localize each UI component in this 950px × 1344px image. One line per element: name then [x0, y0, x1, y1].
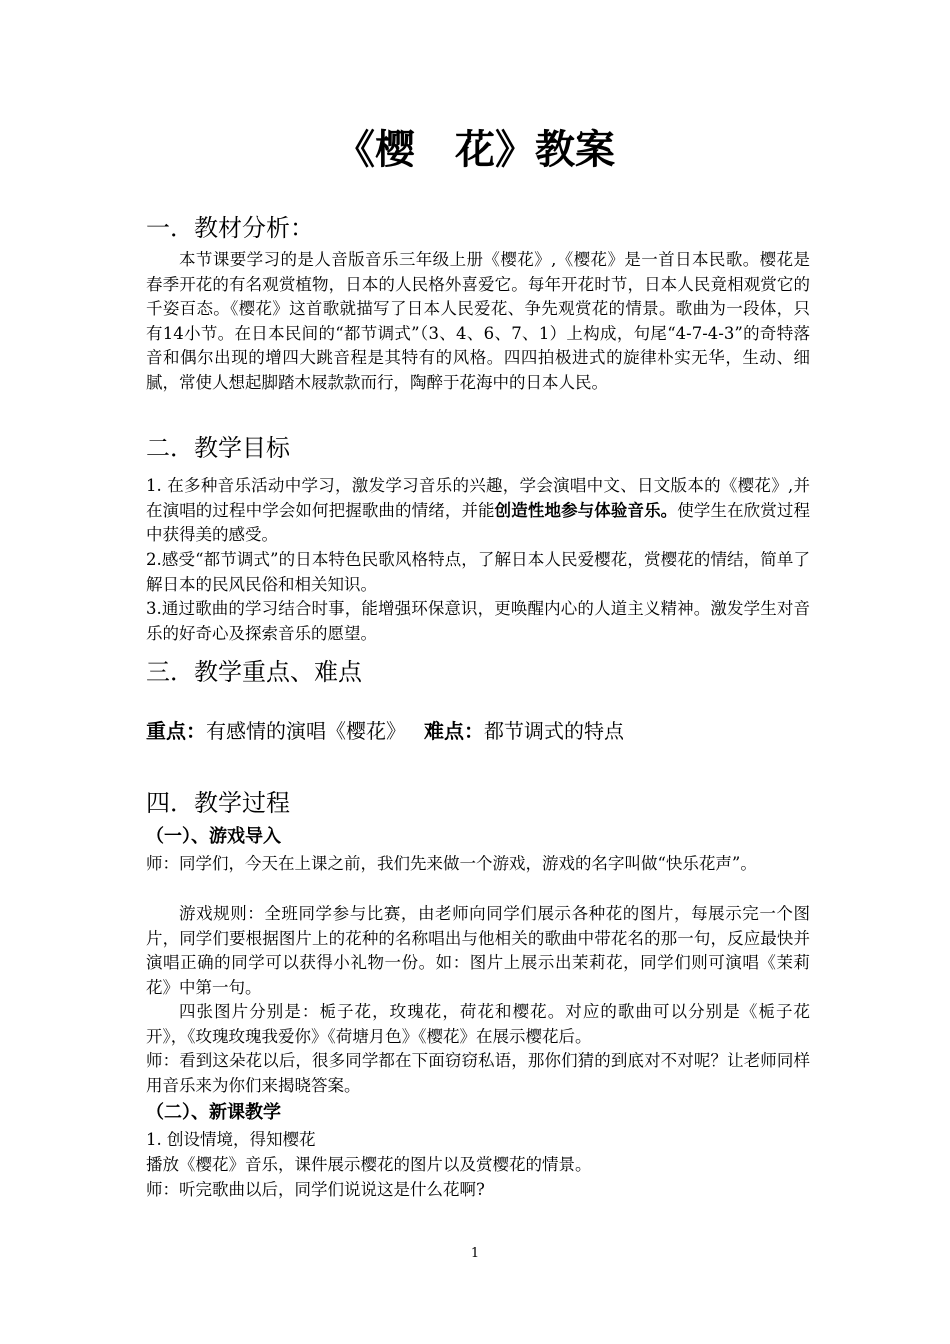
- section-heading-process: 四．教学过程: [146, 789, 290, 817]
- process-paragraph-5: 1. 创设情境，得知樱花: [146, 1130, 316, 1149]
- goal-1-emphasis: 创造性地参与体验音乐。: [494, 500, 678, 520]
- goal-item-1: [146, 474, 810, 548]
- process-paragraph-1: 师：同学们，今天在上课之前，我们先来做一个游戏，游戏的名字叫做“快乐花声”。: [146, 854, 757, 873]
- section-heading-analysis: 一．教材分析：: [146, 214, 314, 242]
- section-heading-goals: 二．教学目标: [146, 434, 290, 462]
- process-paragraph-6: 播放《樱花》音乐，课件展示樱花的图片以及赏樱花的情景。: [146, 1155, 592, 1174]
- section-heading-keypoints: 三．教学重点、难点: [146, 658, 362, 686]
- process-paragraph-3: 四张图片分别是：栀子花，玫瑰花，荷花和樱花。对应的歌曲可以分别是《栀子花开》，《玫瑰玫瑰我爱你》《荷塘月色》《樱花》在展示樱花后。: [146, 1002, 810, 1046]
- page-number: 1: [470, 1246, 480, 1261]
- difficulty-label: 难点：: [424, 719, 484, 743]
- subheading-new-lesson: （二）、新课教学: [146, 1102, 281, 1123]
- page-title: 《樱 花》教案: [335, 127, 615, 173]
- process-paragraph-7: 师：听完歌曲以后，同学们说说这是什么花啊?: [146, 1180, 485, 1199]
- key-text: 有感情的演唱《樱花》: [206, 719, 406, 743]
- goal-1-text-b: 使学生在欣赏过程中获得美的感受。: [146, 500, 811, 544]
- process-paragraph-2: 游戏规则：全班同学参与比赛，由老师向同学们展示各种花的图片，每展示完一个图片，同学们要根据图片上的花种的名称唱出与他相关的歌曲中带花名的那一句，反应最快并演唱正确的同学可以获得小礼物一份。如：图片上展示出茉莉花，同学们则可演唱《茉莉花》中第一句。: [146, 904, 810, 997]
- goal-item-3: 3.通过歌曲的学习结合时事，能增强环保意识，更唤醒内心的人道主义精神。激发学生对音乐的好奇心及探索音乐的愿望。: [146, 599, 810, 643]
- key-label: 重点：: [146, 719, 206, 743]
- goal-item-2: 2.感受“都节调式”的日本特色民歌风格特点，了解日本人民爱樱花，赏樱花的情结，简单了解日本的民风民俗和相关知识。: [146, 550, 810, 594]
- goal-1-text-a: 1. 在多种音乐活动中学习，激发学习音乐的兴趣，学会演唱中文、日文版本的《樱花》,并在演唱的过程中学会如何把握歌曲的情绪，并能: [146, 476, 810, 520]
- process-paragraph-4: 师：看到这朵花以后，很多同学都在下面窃窃私语，那你们猜的到底对不对呢？让老师同样用音乐来为你们来揭晓答案。: [146, 1051, 810, 1095]
- analysis-paragraph: 本节课要学习的是人音版音乐三年级上册《樱花》,《樱花》是一首日本民歌。樱花是春季开花的有名观赏植物，日本的人民格外喜爱它。每年开花时节，日本人民竟相观赏它的千姿百态。《樱花》这首歌就描写了日本人民爱花、争先观赏花的情景。歌曲为一段体，只有14小节。在日本民间的“都节调式”（3、4、6、7、1）上构成，句尾“4-7-4-3”的奇特落音和偶尔出现的增四大跳音程是其特有的风格。四四拍极进式的旋律朴实无华，生动、细腻，常使人想起脚踏木屐款款而行，陶醉于花海中的日本人民。: [146, 250, 810, 392]
- difficulty-text: 都节调式的特点: [484, 719, 624, 743]
- keypoints-line: [146, 716, 624, 746]
- subheading-game-intro: （一）、游戏导入: [146, 826, 281, 847]
